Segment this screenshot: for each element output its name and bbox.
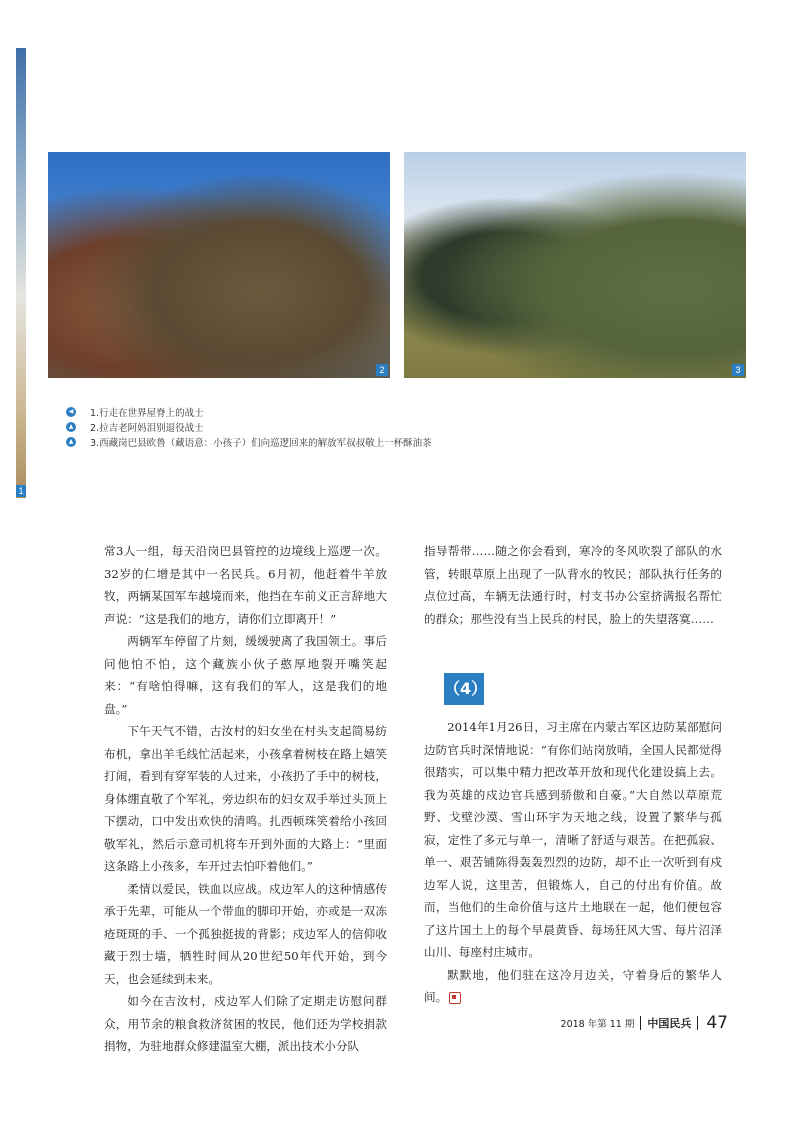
paragraph-text: 默默地，他们驻在这冷月边关，守着身后的繁华人间。: [424, 967, 722, 1004]
caption-text: 3.西藏岗巴县欧鲁（藏语意：小孩子）们向巡逻回来的解放军叔叔敬上一杯酥油茶: [90, 437, 432, 449]
paragraph: 柔情以爱民，铁血以应战。戍边军人的这种情感传承于先辈，可能从一个带血的脚印开始，亦或是一双冻疮斑斑的手、一个孤独挺拔的背影；戍边军人的信仰收藏于烈士墙，牺牲时间从20世纪50年代开始，到今天，也会延续到未来。: [104, 881, 387, 986]
caption-text: 1.行走在世界屋脊上的战士: [90, 407, 204, 419]
paragraph: 两辆军车停留了片刻，缓缓驶离了我国领土。事后问他怕不怕，这个藏族小伙子憨厚地裂开嘴笑起来：“有啥怕得嘛，这有我们的军人，这是我们的地盘。”: [104, 634, 387, 716]
photo-number-badge: 2: [376, 364, 388, 376]
paragraph-final: [424, 964, 722, 1009]
divider: [697, 1016, 698, 1030]
photo-number-badge: 1: [16, 485, 26, 497]
photo-captions: [66, 404, 726, 449]
article-right-column-bottom: [424, 716, 722, 1009]
article-left-column: [104, 540, 387, 1058]
caption-arrow-icon: ▲: [66, 437, 76, 447]
photo-child-offering-tea: [404, 152, 746, 378]
page-footer: [561, 1013, 728, 1033]
paragraph: 常3人一组，每天沿岗巴县管控的边境线上巡逻一次。32岁的仁增是其中一名民兵。6月初，他赶着牛羊放牧，两辆某国军车越境而来，他挡在车前义正言辞地大声说：“这是我们的地方，请你们立即离开！”: [104, 544, 387, 626]
photo-number-badge: 3: [732, 364, 744, 376]
section-number-label: （4）: [444, 673, 484, 705]
paragraph: 如今在吉汝村，戍边军人们除了定期走访慰问群众，用节余的粮食救济贫困的牧民，他们还为学校捐款捐物，为驻地群众修建温室大棚，派出技术小分队: [104, 994, 387, 1053]
paragraph: 2014年1月26日，习主席在内蒙古军区边防某部慰问边防官兵时深情地说：“有你们站岗放哨，全国人民都觉得很踏实，可以集中精力把改革开放和现代化建设搞上去。我为英雄的戍边官兵感到骄傲和自豪。”大自然以草原荒野、戈壁沙漠、雪山环宇为天地之线，设置了繁华与孤寂，定性了多元与单一，清晰了舒适与艰苦。在把孤寂、单一、艰苦铺陈得轰轰烈烈的边防，却不止一次听到有戍边军人说，这里苦，但锻炼人，自己的付出有价值。故而，当他们的生命价值与这片土地联在一起，他们便包容了这片国土上的每个早晨黄昏、每场狂风大雪、每片沼泽山川、每座村庄城市。: [424, 720, 722, 959]
divider: [640, 1016, 641, 1030]
paragraph: 下午天气不错，古汝村的妇女坐在村头支起简易纺布机，拿出羊毛线忙活起来，小孩拿着树枝在路上嬉笑打闹，看到有穿军装的人过来，小孩扔了手中的树枝，身体绷直敬了个军礼，旁边织布的妇女双手举过头顶上下摆动，口中发出欢快的清鸣。扎西顿珠笑着给小孩回敬军礼，然后示意司机将车开到外面的大路上：“里面这条路上小孩多，车开过去怕吓着他们。”: [104, 724, 387, 873]
page-number: 47: [706, 1013, 728, 1033]
photo-1-strip: [16, 48, 26, 498]
paragraph: 指导帮带……随之你会看到，寒冷的冬风吹裂了部队的水管，转眼草原上出现了一队背水的牧民；部队执行任务的点位过高，车辆无法通行时，村支书办公室挤满报名帮忙的群众；那些没有当上民兵的村民，脸上的失望落寞……: [424, 544, 722, 626]
caption-3: [66, 434, 726, 449]
caption-arrow-icon: ◀: [66, 407, 76, 417]
caption-text: 2.拉吉老阿妈泪别退役战士: [90, 422, 204, 434]
caption-arrow-icon: ▲: [66, 422, 76, 432]
photo-old-woman-farewell: [48, 152, 390, 378]
caption-2: [66, 419, 726, 434]
magazine-name: 中国民兵: [647, 1017, 692, 1030]
article-right-column-top: [424, 540, 722, 630]
end-mark-icon: [449, 992, 461, 1004]
issue-label: 2018 年第 11 期: [560, 1019, 635, 1030]
caption-1: [66, 404, 726, 419]
